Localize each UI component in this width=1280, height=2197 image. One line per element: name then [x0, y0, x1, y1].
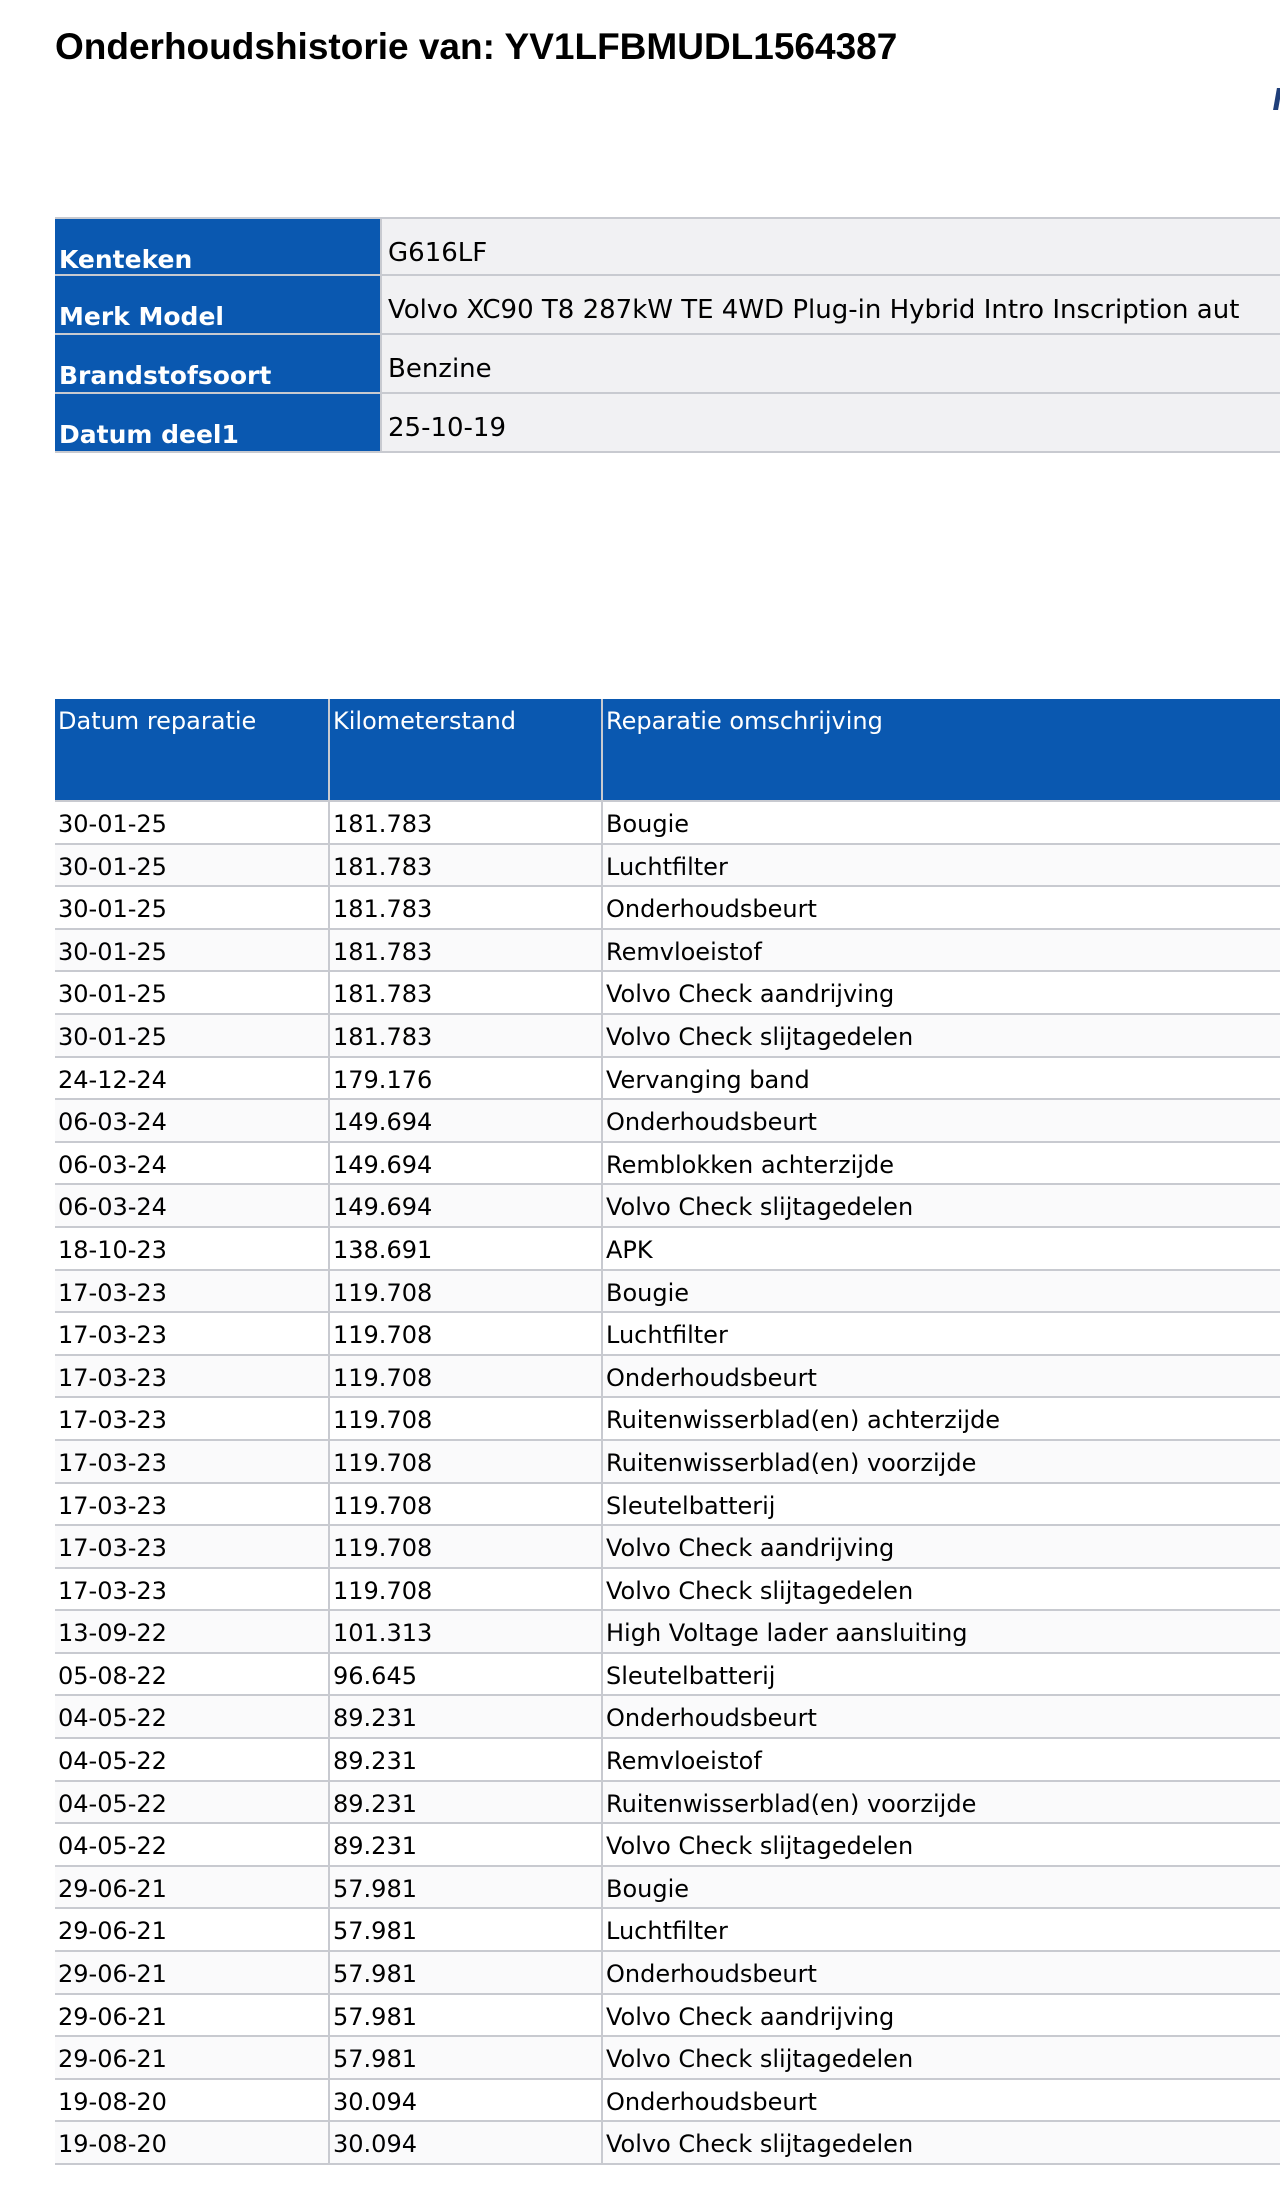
cell-description: Onderhoudsbeurt — [601, 2080, 1280, 2121]
cell-date: 04-05-22 — [58, 1832, 167, 1861]
cell-km: 96.645 — [328, 1654, 601, 1695]
table-row — [55, 1185, 1280, 1228]
cell-date: 19-08-20 — [58, 2130, 167, 2159]
cell-date: 17-03-23 — [58, 1278, 167, 1307]
cell-date: 29-06-21 — [58, 2002, 167, 2031]
cell-km: 119.708 — [328, 1441, 601, 1482]
cell-km: 57.981 — [328, 2037, 601, 2078]
cell-km: 119.708 — [328, 1484, 601, 1525]
cell-km: 149.694 — [328, 1100, 601, 1141]
table-row — [55, 1995, 1280, 2038]
repair-history-table — [55, 699, 1280, 2165]
table-row — [55, 1782, 1280, 1825]
table-header-row — [55, 699, 1280, 802]
cell-description: Luchtfilter — [601, 1909, 1280, 1950]
cell-km: 181.783 — [328, 1015, 601, 1056]
cell-description: Volvo Check slijtagedelen — [601, 2037, 1280, 2078]
corner-mark — [1273, 88, 1280, 110]
cell-date: 17-03-23 — [58, 1491, 167, 1520]
cell-km: 181.783 — [328, 887, 601, 928]
cell-date: 05-08-22 — [58, 1661, 167, 1690]
cell-date: 30-01-25 — [58, 1022, 167, 1051]
cell-description: Ruitenwisserblad(en) voorzijde — [601, 1441, 1280, 1482]
table-row — [55, 1228, 1280, 1271]
info-row-merk-model — [55, 276, 1280, 335]
info-label: Datum deel1 — [55, 394, 382, 451]
info-label: Kenteken — [55, 219, 382, 274]
table-row — [55, 2122, 1280, 2165]
cell-description: Volvo Check aandrijving — [601, 1526, 1280, 1567]
cell-description: Luchtfilter — [601, 1313, 1280, 1354]
cell-km: 119.708 — [328, 1398, 601, 1439]
info-row-brandstofsoort — [55, 335, 1280, 394]
cell-km: 89.231 — [328, 1824, 601, 1865]
cell-date: 06-03-24 — [58, 1193, 167, 1222]
cell-description: Sleutelbatterij — [601, 1654, 1280, 1695]
cell-km: 119.708 — [328, 1313, 601, 1354]
column-header-km: Kilometerstand — [328, 699, 601, 800]
cell-date: 30-01-25 — [58, 980, 167, 1009]
table-row — [55, 930, 1280, 973]
table-row — [55, 1143, 1280, 1186]
cell-description: Volvo Check slijtagedelen — [601, 1015, 1280, 1056]
cell-date: 17-03-23 — [58, 1406, 167, 1435]
cell-date: 30-01-25 — [58, 810, 167, 838]
cell-description: Bougie — [601, 1867, 1280, 1908]
cell-km: 57.981 — [328, 1867, 601, 1908]
cell-km: 181.783 — [328, 930, 601, 971]
cell-date: 18-10-23 — [58, 1235, 167, 1264]
table-row — [55, 1952, 1280, 1995]
table-row — [55, 887, 1280, 930]
cell-date: 30-01-25 — [58, 852, 167, 881]
info-row-kenteken — [55, 217, 1280, 276]
cell-km: 149.694 — [328, 1143, 601, 1184]
cell-date: 04-05-22 — [58, 1789, 167, 1818]
table-row — [55, 802, 1280, 845]
cell-description: Volvo Check slijtagedelen — [601, 1569, 1280, 1610]
cell-km: 89.231 — [328, 1782, 601, 1823]
cell-km: 181.783 — [328, 972, 601, 1013]
table-row — [55, 1356, 1280, 1399]
column-header-date: Datum reparatie — [58, 707, 257, 735]
table-row — [55, 1824, 1280, 1867]
cell-date: 17-03-23 — [58, 1363, 167, 1392]
cell-km: 101.313 — [328, 1611, 601, 1652]
cell-km: 57.981 — [328, 1952, 601, 1993]
cell-description: Vervanging band — [601, 1058, 1280, 1099]
page-title: Onderhoudshistorie van: YV1LFBMUDL1564387 — [55, 26, 898, 67]
info-row-datum-deel1 — [55, 394, 1280, 453]
cell-description: APK — [601, 1228, 1280, 1269]
cell-date: 29-06-21 — [58, 1917, 167, 1946]
table-row — [55, 1909, 1280, 1952]
table-body — [55, 802, 1280, 2165]
cell-km: 57.981 — [328, 1995, 601, 2036]
cell-km: 149.694 — [328, 1185, 601, 1226]
table-row — [55, 1015, 1280, 1058]
cell-description: Volvo Check slijtagedelen — [601, 2122, 1280, 2163]
table-row — [55, 1739, 1280, 1782]
info-value: Benzine — [382, 335, 1280, 392]
table-row — [55, 1271, 1280, 1314]
table-row — [55, 2080, 1280, 2123]
cell-date: 19-08-20 — [58, 2087, 167, 2116]
table-row — [55, 845, 1280, 888]
cell-description: Remvloeistof — [601, 930, 1280, 971]
table-row — [55, 1398, 1280, 1441]
cell-date: 06-03-24 — [58, 1150, 167, 1179]
cell-description: Onderhoudsbeurt — [601, 1100, 1280, 1141]
cell-description: Ruitenwisserblad(en) achterzijde — [601, 1398, 1280, 1439]
cell-km: 138.691 — [328, 1228, 601, 1269]
cell-description: Ruitenwisserblad(en) voorzijde — [601, 1782, 1280, 1823]
cell-description: Onderhoudsbeurt — [601, 887, 1280, 928]
cell-date: 29-06-21 — [58, 2045, 167, 2074]
cell-date: 29-06-21 — [58, 1960, 167, 1989]
cell-description: Luchtfilter — [601, 845, 1280, 886]
info-value: 25-10-19 — [382, 394, 1280, 451]
cell-description: Remblokken achterzijde — [601, 1143, 1280, 1184]
table-row — [55, 1696, 1280, 1739]
cell-date: 29-06-21 — [58, 1874, 167, 1903]
cell-km: 57.981 — [328, 1909, 601, 1950]
cell-date: 04-05-22 — [58, 1747, 167, 1776]
cell-date: 13-09-22 — [58, 1619, 167, 1648]
cell-date: 30-01-25 — [58, 937, 167, 966]
table-row — [55, 1654, 1280, 1697]
cell-km: 179.176 — [328, 1058, 601, 1099]
cell-description: Remvloeistof — [601, 1739, 1280, 1780]
cell-km: 30.094 — [328, 2080, 601, 2121]
cell-description: Bougie — [601, 802, 1280, 843]
table-row — [55, 1484, 1280, 1527]
cell-km: 181.783 — [328, 845, 601, 886]
table-row — [55, 1100, 1280, 1143]
cell-km: 89.231 — [328, 1739, 601, 1780]
cell-date: 17-03-23 — [58, 1321, 167, 1350]
cell-description: Bougie — [601, 1271, 1280, 1312]
info-label: Brandstofsoort — [55, 335, 382, 392]
table-row — [55, 1569, 1280, 1612]
cell-description: High Voltage lader aansluiting — [601, 1611, 1280, 1652]
cell-km: 119.708 — [328, 1271, 601, 1312]
cell-date: 17-03-23 — [58, 1576, 167, 1605]
cell-description: Onderhoudsbeurt — [601, 1696, 1280, 1737]
cell-km: 119.708 — [328, 1526, 601, 1567]
info-value: Volvo XC90 T8 287kW TE 4WD Plug-in Hybrid Intro Inscription aut — [382, 276, 1280, 333]
cell-date: 30-01-25 — [58, 895, 167, 924]
cell-description: Onderhoudsbeurt — [601, 1356, 1280, 1397]
table-row — [55, 1441, 1280, 1484]
table-row — [55, 1526, 1280, 1569]
info-label: Merk Model — [55, 276, 382, 333]
cell-description: Volvo Check slijtagedelen — [601, 1824, 1280, 1865]
cell-date: 17-03-23 — [58, 1534, 167, 1563]
cell-description: Volvo Check aandrijving — [601, 972, 1280, 1013]
info-value: G616LF — [382, 219, 1280, 274]
table-row — [55, 1611, 1280, 1654]
cell-km: 89.231 — [328, 1696, 601, 1737]
table-row — [55, 972, 1280, 1015]
vehicle-info-table — [55, 217, 1280, 453]
cell-km: 30.094 — [328, 2122, 601, 2163]
cell-date: 04-05-22 — [58, 1704, 167, 1733]
cell-km: 181.783 — [328, 802, 601, 843]
cell-km: 119.708 — [328, 1569, 601, 1610]
cell-date: 17-03-23 — [58, 1448, 167, 1477]
cell-description: Onderhoudsbeurt — [601, 1952, 1280, 1993]
cell-description: Volvo Check aandrijving — [601, 1995, 1280, 2036]
cell-km: 119.708 — [328, 1356, 601, 1397]
table-row — [55, 1058, 1280, 1101]
cell-date: 06-03-24 — [58, 1108, 167, 1137]
cell-description: Sleutelbatterij — [601, 1484, 1280, 1525]
column-header-description: Reparatie omschrijving — [601, 699, 1280, 800]
table-row — [55, 1867, 1280, 1910]
cell-date: 24-12-24 — [58, 1065, 167, 1094]
table-row — [55, 1313, 1280, 1356]
cell-description: Volvo Check slijtagedelen — [601, 1185, 1280, 1226]
table-row — [55, 2037, 1280, 2080]
